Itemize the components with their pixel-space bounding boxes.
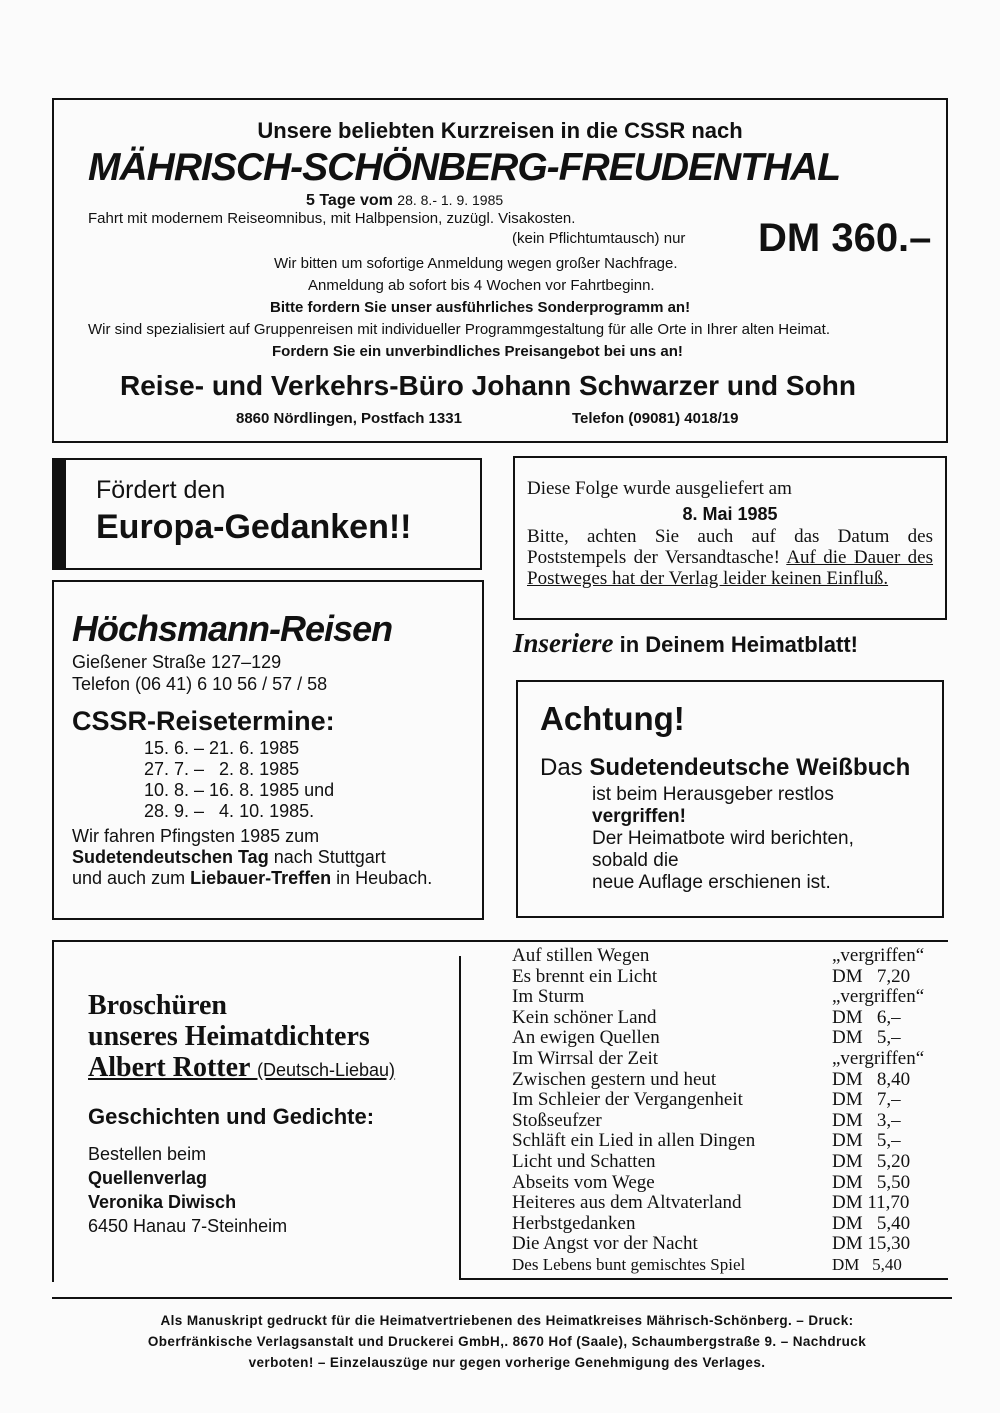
ad-price: DM 360.– [758,216,932,260]
book-price: DM 5,40 [832,1254,902,1274]
achtung-book-line [540,754,910,782]
hoechsmann-name: Höchsmann-Reisen [72,608,393,649]
book-price: DM 5,20 [832,1150,911,1172]
hoechsmann-text2: nach Stuttgart [273,847,386,867]
notice-text-plain: Bitte, achten Sie auch auf das Datum des Poststempels der Versandtasche! [527,526,933,568]
hoechsmann-heading: CSSR-Reisetermine: [72,706,335,736]
achtung-line2: ist beim Herausgeber restlos [592,784,834,805]
publisher-name: Quellenverlag [88,1168,208,1188]
hoechsmann-event2: Liebauer-Treffen [190,868,332,888]
hoechsmann-event2-line [72,868,432,889]
book-title: Heiteres aus dem Altvaterland [512,1192,742,1214]
imprint-footer [52,1310,962,1373]
achtung-title: Achtung! [540,700,685,737]
list-item [512,1070,942,1091]
publisher-address: 6450 Hanau 7-Steinheim [88,1216,288,1236]
list-item [512,1255,942,1276]
europa-box [52,458,482,570]
order-label: Bestellen beim [88,1144,207,1164]
publisher-owner: Veronika Diwisch [88,1192,237,1212]
ad-destination: MÄHRISCH-SCHÖNBERG-FREUDENTHAL [88,146,841,189]
hoechsmann-event1-line [72,847,432,868]
book-title: Es brennt ein Licht [512,965,658,987]
list-bottom-rule [459,1278,948,1280]
achtung-line6: neue Auflage erschienen ist. [592,872,831,893]
ad-price-note: (kein Pflichtumtausch) nur [512,230,686,247]
book-title: Im Schleier der Vergangenheit [512,1089,743,1111]
hoechsmann-ad [52,580,484,920]
hoechsmann-text4: in Heubach. [336,868,433,888]
book-title: An ewigen Quellen [512,1027,660,1049]
footer-line3: verboten! – Einzelauszüge nur gegen vorherige Genehmigung des Verlages. [248,1355,766,1370]
broschueren-heading [88,990,395,1086]
europa-line1: Fördert den [96,476,226,504]
book-title: Auf stillen Wegen [512,945,650,966]
notice-line1: Diese Folge wurde ausgeliefert am [527,478,792,499]
book-title: Licht und Schatten [512,1150,656,1172]
order-info [88,1142,287,1238]
heading-line1: Broschüren [88,990,227,1021]
book-price: DM 7,20 [832,965,911,987]
kurzreisen-ad [52,98,948,443]
list-item [512,1111,942,1132]
book-price: DM 15,30 [832,1233,911,1255]
list-item [512,1193,942,1214]
book-price: „vergriffen“ [832,945,925,966]
date-item: 27. 7. – 2. 8. 1985 [144,759,300,779]
title-price-list [512,946,942,1276]
achtung-book: Sudetendeutsche Weißbuch [589,754,911,781]
list-item [512,1028,942,1049]
list-item [512,1152,942,1173]
book-title: Im Wirrsal der Zeit [512,1047,659,1069]
hoechsmann-dates [144,738,334,822]
hoechsmann-phone: Telefon (06 41) 6 10 56 / 57 / 58 [72,674,328,694]
ad-details: Fahrt mit modernem Reiseomnibus, mit Halbpension, zuzügl. Visakosten. [88,210,576,227]
achtung-prefix: Das [540,754,583,781]
notice-text [527,526,933,589]
heading-line2: unseres Heimatdichters [88,1021,370,1052]
ad-register-time-line: Anmeldung ab sofort bis 4 Wochen vor Fahrtbeginn. [308,277,655,294]
hoechsmann-event1: Sudetendeutschen Tag [72,847,269,867]
ad-phone: Telefon (09081) 4018/19 [572,410,739,427]
book-price: DM 8,40 [832,1068,911,1090]
author-place: (Deutsch-Liebau) [256,1060,396,1080]
inseriere-slogan [513,628,858,659]
duration-dates: 28. 8.- 1. 9. 1985 [397,192,504,208]
book-price: DM 7,– [832,1089,901,1111]
list-item [512,1008,942,1029]
broschueren-ad [52,940,948,1282]
book-title: Des Lebens bunt gemischtes Spiel [512,1254,746,1274]
heading-line3 [88,1052,395,1086]
book-title: Kein schöner Land [512,1006,657,1028]
footer-rule [52,1297,952,1299]
hoechsmann-street: Gießener Straße 127–129 [72,652,282,672]
book-price: „vergriffen“ [832,986,925,1008]
ad-duration [306,192,503,210]
notice-date: 8. Mai 1985 [682,504,778,524]
date-item: 15. 6. – 21. 6. 1985 [144,738,300,758]
achtung-box [516,680,944,918]
duration-label: 5 Tage vom [306,192,393,209]
hoechsmann-text1: Wir fahren Pfingsten 1985 zum [72,826,320,846]
ad-groups-line: Wir sind spezialisiert auf Gruppenreisen mit individueller Programmgestaltung für alle Orte in Ihrer alten Heimat. [88,321,830,338]
list-item [512,967,942,988]
inseriere-word: Inseriere [513,628,614,658]
author-name: Albert Rotter [88,1052,250,1083]
hoechsmann-text3: und auch zum [72,868,186,888]
list-item [512,1234,942,1255]
book-title: Zwischen gestern und heut [512,1068,717,1090]
delivery-notice [513,456,947,620]
ad-intro: Unsere beliebten Kurzreisen in die CSSR nach [257,118,743,143]
hoechsmann-text [72,826,432,889]
book-price: DM 6,– [832,1006,901,1028]
book-title: Abseits vom Wege [512,1171,655,1193]
notice-text-underlined: Auf die Dauer des Postweges hat der Verlag leider keinen Einfluß. [527,547,934,589]
book-price: DM 5,40 [832,1212,911,1234]
book-title: Die Angst vor der Nacht [512,1233,698,1255]
book-price: DM 11,70 [832,1192,910,1214]
list-item [512,1049,942,1070]
list-item [512,1173,942,1194]
book-title: Im Sturm [512,986,585,1008]
list-item [512,1131,942,1152]
book-price: DM 5,– [832,1027,901,1049]
list-item [512,1090,942,1111]
list-item [512,946,942,967]
achtung-line5: sobald die [592,850,679,871]
column-divider [459,956,461,1280]
book-price: DM 5,50 [832,1171,911,1193]
book-price: DM 5,– [832,1130,901,1152]
ad-program-line: Bitte fordern Sie unser ausführliches Sonderprogramm an! [270,299,691,316]
date-item: 10. 8. – 16. 8. 1985 und [144,780,335,800]
book-price: DM 3,– [832,1109,901,1131]
book-title: Herbstgedanken [512,1212,636,1234]
achtung-line3: vergriffen! [592,806,686,827]
book-price: „vergriffen“ [832,1047,925,1069]
book-title: Stoßseufzer [512,1109,602,1131]
ad-address: 8860 Nördlingen, Postfach 1331 [236,410,462,427]
achtung-text [592,784,854,894]
ad-company: Reise- und Verkehrs-Büro Johann Schwarzer und Sohn [120,370,856,401]
inseriere-rest: in Deinem Heimatblatt! [619,632,858,657]
list-item [512,987,942,1008]
europa-line2: Europa-Gedanken!! [96,508,412,546]
list-item [512,1214,942,1235]
book-title: Schläft ein Lied in allen Dingen [512,1130,756,1152]
achtung-line4: Der Heimatbote wird berichten, [592,828,854,849]
date-item: 28. 9. – 4. 10. 1985. [144,801,315,821]
ad-offer-line: Fordern Sie ein unverbindliches Preisangebot bei uns an! [272,343,683,360]
footer-line1: Als Manuskript gedruckt für die Heimatvertriebenen des Heimatkreises Mährisch-Schönberg. – Druck: [160,1313,854,1328]
ad-register-line: Wir bitten um sofortige Anmeldung wegen großer Nachfrage. [274,255,678,272]
footer-line2: Oberfränkische Verlagsanstalt und Druckerei GmbH,. 8670 Hof (Saale), Schaumbergstraße 9. – Nachdruck [147,1334,867,1349]
broschueren-subheading: Geschichten und Gedichte: [88,1104,375,1129]
